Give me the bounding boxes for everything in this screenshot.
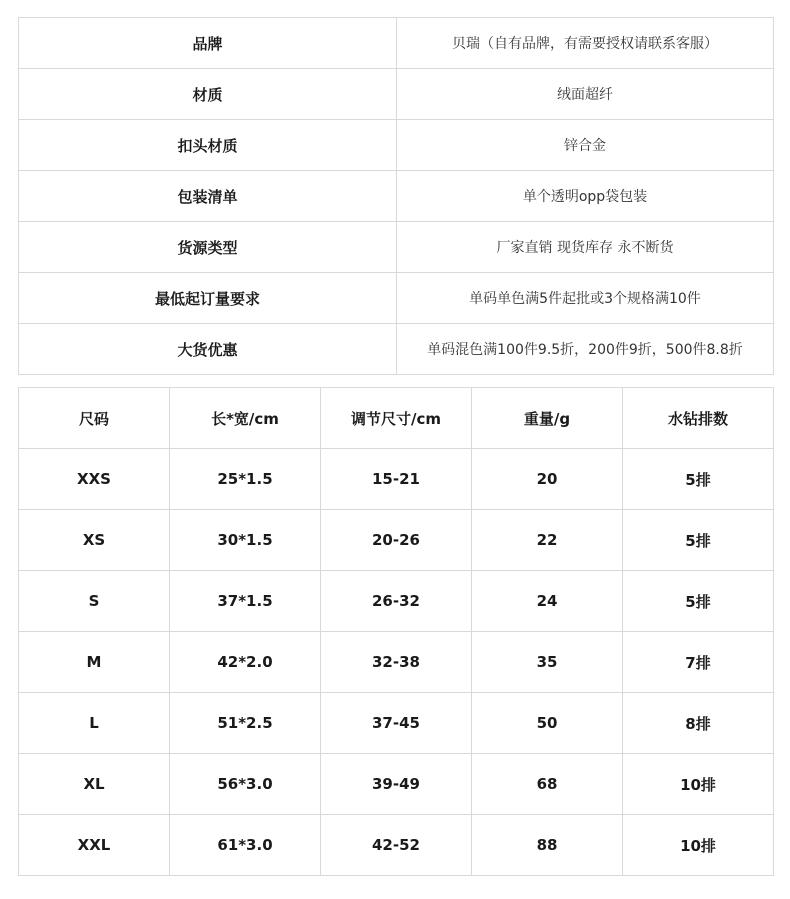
size-row <box>19 571 774 632</box>
weight-cell: 50 <box>472 693 623 754</box>
size-cell: XL <box>19 754 170 815</box>
adjustable-length-cell: 37-45 <box>321 693 472 754</box>
info-row <box>19 273 774 324</box>
size-row <box>19 632 774 693</box>
rhinestone-rows-cell: 5排 <box>623 449 774 510</box>
size-cell: L <box>19 693 170 754</box>
weight-cell: 68 <box>472 754 623 815</box>
adjustable-length-cell: 15-21 <box>321 449 472 510</box>
dimensions-cell: 37*1.5 <box>170 571 321 632</box>
size-row <box>19 815 774 876</box>
info-label-cell: 大货优惠 <box>19 324 397 375</box>
header-adjustable-length-cell: 调节尺寸/cm <box>321 388 472 449</box>
info-row <box>19 324 774 375</box>
header-dimensions-cell: 长*宽/cm <box>170 388 321 449</box>
dimensions-cell: 51*2.5 <box>170 693 321 754</box>
weight-cell: 22 <box>472 510 623 571</box>
dimensions-cell: 25*1.5 <box>170 449 321 510</box>
rhinestone-rows-cell: 5排 <box>623 510 774 571</box>
adjustable-length-cell: 42-52 <box>321 815 472 876</box>
size-chart-table <box>18 387 774 876</box>
size-cell: XXL <box>19 815 170 876</box>
size-cell: XXS <box>19 449 170 510</box>
size-row <box>19 449 774 510</box>
info-value-cell: 单个透明opp袋包装 <box>397 171 774 222</box>
info-label-cell: 品牌 <box>19 18 397 69</box>
info-row <box>19 69 774 120</box>
adjustable-length-cell: 26-32 <box>321 571 472 632</box>
info-row <box>19 222 774 273</box>
dimensions-cell: 30*1.5 <box>170 510 321 571</box>
size-cell: XS <box>19 510 170 571</box>
header-weight-cell: 重量/g <box>472 388 623 449</box>
size-header-row <box>19 388 774 449</box>
info-row <box>19 120 774 171</box>
weight-cell: 88 <box>472 815 623 876</box>
header-rhinestone-rows-cell: 水钻排数 <box>623 388 774 449</box>
info-value-cell: 绒面超纤 <box>397 69 774 120</box>
info-value-cell: 厂家直销 现货库存 永不断货 <box>397 222 774 273</box>
info-value-cell: 贝瑞（自有品牌，有需要授权请联系客服） <box>397 18 774 69</box>
info-label-cell: 最低起订量要求 <box>19 273 397 324</box>
adjustable-length-cell: 32-38 <box>321 632 472 693</box>
size-row <box>19 754 774 815</box>
size-row <box>19 693 774 754</box>
weight-cell: 24 <box>472 571 623 632</box>
dimensions-cell: 42*2.0 <box>170 632 321 693</box>
info-label-cell: 扣头材质 <box>19 120 397 171</box>
rhinestone-rows-cell: 10排 <box>623 815 774 876</box>
header-size-cell: 尺码 <box>19 388 170 449</box>
size-row <box>19 510 774 571</box>
adjustable-length-cell: 39-49 <box>321 754 472 815</box>
size-cell: M <box>19 632 170 693</box>
rhinestone-rows-cell: 8排 <box>623 693 774 754</box>
weight-cell: 20 <box>472 449 623 510</box>
dimensions-cell: 56*3.0 <box>170 754 321 815</box>
info-label-cell: 货源类型 <box>19 222 397 273</box>
rhinestone-rows-cell: 7排 <box>623 632 774 693</box>
product-info-body <box>19 18 774 375</box>
rhinestone-rows-cell: 5排 <box>623 571 774 632</box>
info-value-cell: 单码混色满100件9.5折，200件9折，500件8.8折 <box>397 324 774 375</box>
product-info-table <box>18 17 774 375</box>
size-cell: S <box>19 571 170 632</box>
rhinestone-rows-cell: 10排 <box>623 754 774 815</box>
adjustable-length-cell: 20-26 <box>321 510 472 571</box>
info-label-cell: 包装清单 <box>19 171 397 222</box>
size-chart-body <box>19 388 774 876</box>
weight-cell: 35 <box>472 632 623 693</box>
info-label-cell: 材质 <box>19 69 397 120</box>
info-value-cell: 锌合金 <box>397 120 774 171</box>
info-value-cell: 单码单色满5件起批或3个规格满10件 <box>397 273 774 324</box>
info-row <box>19 18 774 69</box>
info-row <box>19 171 774 222</box>
dimensions-cell: 61*3.0 <box>170 815 321 876</box>
